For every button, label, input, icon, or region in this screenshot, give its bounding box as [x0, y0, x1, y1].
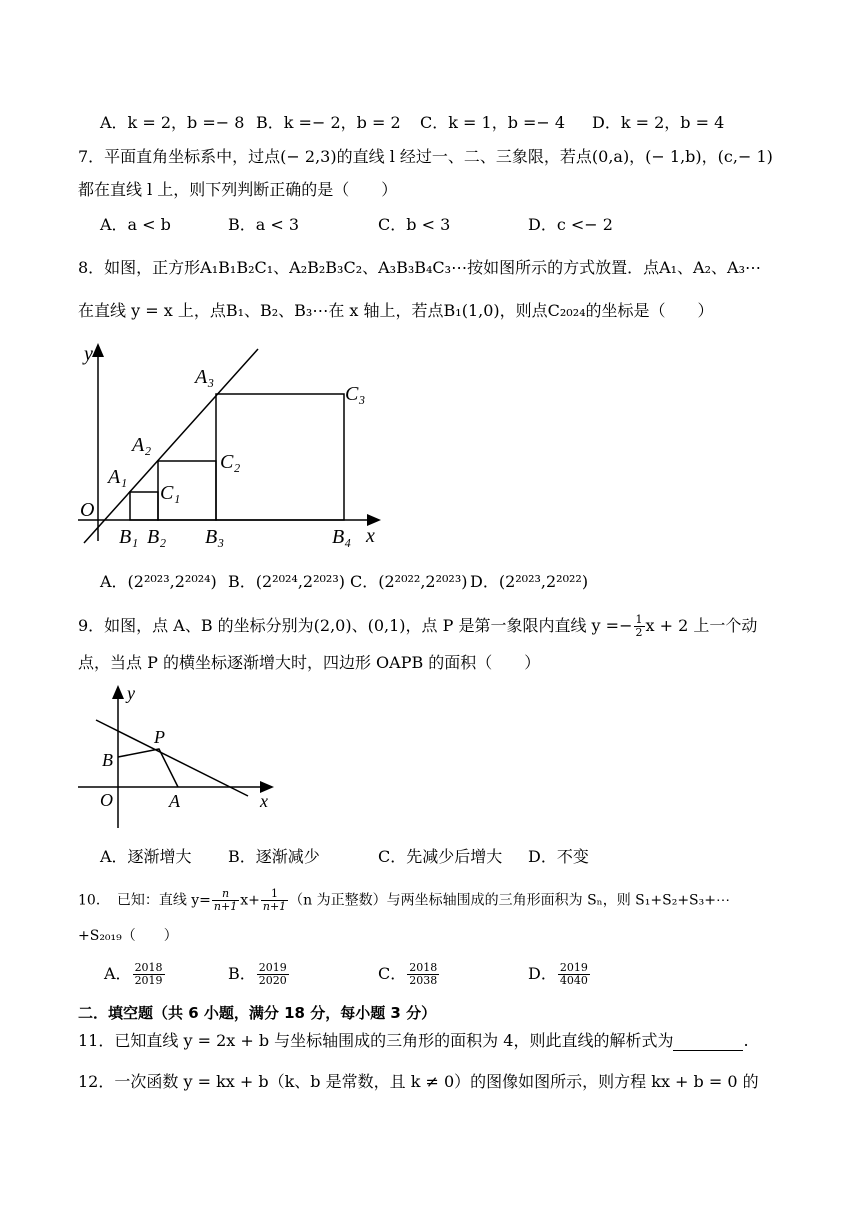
q8-c2-label: C₂ [220, 451, 241, 473]
q7-option-d: D．c <− 2 [528, 215, 613, 234]
q10-option-b: B． $\frac{2019}{2020}$ [228, 961, 287, 987]
q9-b-label: B [102, 750, 113, 770]
q9-option-a: A．逐渐增大 [100, 847, 192, 866]
q7-line1: 7．平面直角坐标系中，过点(− 2,3)的直线 l 经过一、二、三象限，若点(0,a)，(− 1,b)，(c,− 1) [78, 147, 773, 166]
q9-option-b: B．逐渐减少 [228, 847, 320, 866]
q12-line: 12．一次函数 y = kx + b（k、b 是常数，且 k ≠ 0）的图像如图所示，则方程 kx + b = 0 的 [78, 1072, 759, 1091]
q11-end: . [743, 1031, 749, 1050]
q10-fraction-1: $\frac{n}{n+1}$ [213, 887, 238, 913]
q8-line1: 8．如图，正方形A₁B₁B₂C₁、A₂B₂B₃C₂、A₃B₃B₄C₃⋯按如图所示的方式放置．点A₁、A₂、A₃⋯ [78, 258, 761, 277]
q10-mid: x+ [240, 892, 260, 909]
section-heading: 二．填空题（共 6 小题，满分 18 分，每小题 3 分） [78, 1004, 437, 1022]
q10-option-d: D． $\frac{2019}{4040}$ [528, 961, 588, 987]
q9-line1-post: x + 2 上一个动 [645, 616, 758, 635]
q7-line2: 都在直线 l 上，则下列判断正确的是（ ） [78, 180, 398, 199]
q8-a3-label: A₃ [195, 366, 215, 388]
q8-b3-label: B₃ [205, 526, 225, 548]
q8-y-label: y [84, 343, 93, 365]
q10-line2: +S₂₀₁₉（ ） [78, 928, 178, 944]
q8-origin-label: O [80, 499, 95, 521]
q8-line2: 在直线 y = x 上，点B₁、B₂、B₃⋯在 x 轴上，若点B₁(1,0)，则点C₂₀₂₄的坐标是（ ） [78, 301, 714, 320]
q11-text: 11．已知直线 y = 2x + b 与坐标轴围成的三角形的面积为 4，则此直线的解析式为 [78, 1031, 674, 1050]
q8-b1-label: B₁ [119, 526, 139, 548]
q10-fraction-2: $\frac{1}{n+1}$ [262, 887, 287, 913]
q9-a-label: A [169, 791, 180, 811]
q8-c1-label: C₁ [160, 482, 181, 504]
q8-option-a: A．(2²⁰²³,2²⁰²⁴) [100, 572, 217, 591]
q9-line2: 点，当点 P 的横坐标逐渐增大时，四边形 OAPB 的面积（ ） [78, 653, 541, 672]
q6-option-d: D．k = 2，b = 4 [592, 113, 725, 132]
q9-y-label: y [127, 683, 135, 703]
q8-b2-label: B₂ [147, 526, 167, 548]
q8-option-b: B．(2²⁰²⁴,2²⁰²³) [228, 572, 346, 591]
q8-c3-label: C₃ [345, 383, 366, 405]
q7-option-c: C．b < 3 [378, 215, 451, 234]
q8-option-d: D．(2²⁰²³,2²⁰²²) [470, 572, 589, 591]
q6-option-a: A．k = 2，b =− 8 [100, 113, 245, 132]
q8-option-c: C．(2²⁰²²,2²⁰²³) [350, 572, 468, 591]
q6-option-b: B．k =− 2，b = 2 [256, 113, 401, 132]
q10-post: （n 为正整数）与两坐标轴围成的三角形面积为 Sₙ，则 S₁+S₂+S₃+⋯ [289, 892, 730, 909]
q9-option-d: D．不变 [528, 847, 589, 866]
q6-option-c: C．k = 1，b =− 4 [420, 113, 566, 132]
q9-figure [74, 680, 284, 830]
q10-line1 [78, 888, 730, 913]
q9-fraction: $\frac{1}{2}$ [635, 613, 643, 639]
q10-option-a: A． $\frac{2018}{2019}$ [104, 961, 163, 987]
q11-line [78, 1031, 749, 1051]
q9-line1-pre: 9．如图，点 A、B 的坐标分别为(2,0)、(0,1)，点 P 是第一象限内直线 y =− [78, 616, 633, 635]
q10-option-c: C． $\frac{2018}{2038}$ [378, 961, 438, 987]
q9-option-c: C．先减少后增大 [378, 847, 503, 866]
q8-figure [74, 338, 394, 553]
q9-x-label: x [260, 791, 268, 811]
q9-line1 [78, 614, 757, 639]
q8-x-label: x [366, 525, 375, 547]
q7-option-a: A．a < b [100, 215, 171, 234]
q8-b4-label: B₄ [332, 526, 352, 548]
q8-a1-label: A₁ [108, 466, 128, 488]
q9-origin-label: O [100, 790, 113, 810]
q10-pre: 10． 已知：直线 y= [78, 892, 211, 909]
q7-option-b: B．a < 3 [228, 215, 300, 234]
q9-p-label: P [154, 727, 165, 747]
q8-a2-label: A₂ [132, 434, 152, 456]
q11-answer-blank[interactable] [673, 1034, 743, 1051]
